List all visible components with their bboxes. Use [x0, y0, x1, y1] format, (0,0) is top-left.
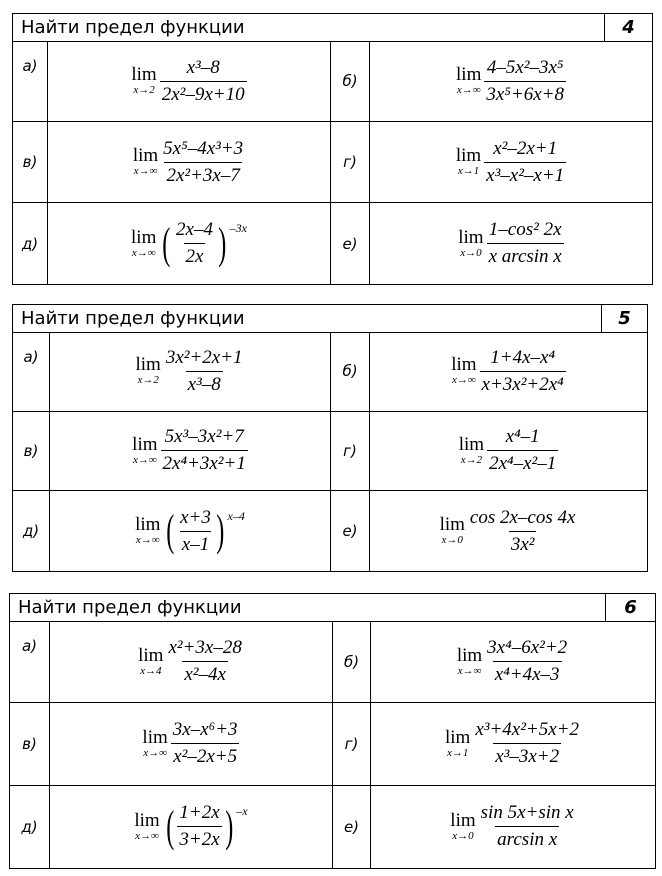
problem-grid — [13, 332, 647, 571]
limit-expression — [48, 122, 331, 202]
lim-operator: lim x→∞ — [451, 354, 477, 387]
lim-operator: lim x→2 — [458, 433, 485, 466]
limit-expression — [50, 332, 331, 411]
denominator: arcsin x — [495, 826, 559, 851]
problem-label: е) — [331, 491, 370, 571]
denominator: x³–3x+2 — [493, 743, 561, 768]
lim-subscript: x→0 — [452, 829, 474, 842]
fraction — [484, 57, 566, 106]
card-header — [13, 305, 647, 333]
fraction — [473, 719, 581, 768]
lim-operator: lim x→4 — [138, 644, 164, 677]
problem-grid — [10, 621, 655, 868]
problem-label: в) — [13, 412, 50, 491]
lim-operator: lim x→1 — [455, 145, 482, 177]
problem-label: е) — [333, 786, 371, 868]
card-number: 6 — [605, 594, 655, 621]
lim-subscript: x→2 — [137, 374, 159, 387]
lim-operator: lim x→∞ — [132, 433, 158, 466]
denominator: x⁴+4x–3 — [493, 661, 562, 686]
denominator: x arcsin x — [487, 243, 564, 268]
lim-operator: lim x→∞ — [131, 226, 157, 259]
denominator: 3+2x — [177, 826, 221, 851]
lim-subscript: x→0 — [460, 246, 482, 259]
limit-expression — [371, 703, 655, 784]
problem-label: в) — [10, 703, 50, 784]
lim-subscript: x→2 — [133, 84, 155, 96]
numerator: 3x²+2x+1 — [165, 346, 243, 368]
numerator: x³–8 — [186, 56, 220, 78]
limit-expression — [370, 412, 647, 491]
denominator: 2x⁴+3x²+1 — [161, 450, 248, 475]
left-paren: ( — [166, 801, 175, 851]
lim-operator: lim x→∞ — [456, 64, 482, 96]
denominator: 2x⁴–x²–1 — [487, 450, 558, 475]
numerator: 1–cos² 2x — [488, 219, 562, 240]
right-paren: ) — [218, 218, 227, 268]
problem-label: г) — [331, 122, 370, 202]
numerator: 5x³–3x²+7 — [164, 426, 244, 448]
denominator: x³–8 — [186, 371, 223, 396]
numerator: 1+4x–x⁴ — [490, 346, 556, 368]
problem-label: б) — [333, 621, 371, 702]
problem-label: е) — [331, 203, 370, 284]
card-title: Найти предел функции — [18, 597, 242, 618]
numerator: cos 2x–cos 4x — [469, 506, 576, 528]
card-title: Найти предел функции — [21, 308, 245, 329]
fraction — [468, 507, 578, 556]
lim-operator: lim x→∞ — [135, 514, 161, 547]
lim-operator: lim x→∞ — [456, 644, 483, 677]
limit-expression — [48, 203, 331, 284]
lim-subscript: x→∞ — [131, 246, 156, 259]
numerator: 3x–x⁶+3 — [172, 719, 238, 741]
numerator: 5x⁵–4x³+3 — [163, 137, 244, 159]
problem-row — [13, 41, 652, 122]
limit-expression — [370, 41, 652, 121]
denominator: x²–4x — [182, 661, 228, 686]
denominator: 2x²+3x–7 — [164, 162, 241, 187]
lim-operator: lim x→2 — [135, 354, 161, 387]
exponent: –3x — [229, 221, 247, 235]
lim-operator: lim x→0 — [439, 514, 465, 547]
lim-operator: lim x→0 — [458, 226, 484, 259]
denominator: 3x² — [509, 531, 537, 556]
lim-subscript: x→∞ — [143, 746, 167, 759]
numerator: x²+3x–28 — [168, 637, 242, 659]
denominator: x+3x²+2x⁴ — [480, 371, 566, 396]
problem-label: в) — [13, 122, 48, 202]
fraction — [487, 219, 564, 268]
exponent: –x — [236, 804, 248, 819]
fraction — [174, 219, 215, 268]
problem-label: г) — [333, 703, 371, 784]
lim-subscript: x→∞ — [132, 453, 157, 466]
problem-label: а) — [13, 41, 48, 121]
problem-row — [10, 703, 655, 785]
task-card-6 — [9, 593, 656, 869]
limit-expression — [370, 122, 652, 202]
fraction — [487, 426, 558, 475]
task-card-5 — [12, 304, 648, 572]
problem-row — [10, 621, 655, 703]
card-title: Найти предел функции — [21, 17, 245, 38]
limit-expression — [50, 491, 331, 571]
problem-label: г) — [331, 412, 370, 491]
card-number: 4 — [604, 14, 652, 41]
problem-label: а) — [10, 621, 50, 702]
limit-expression — [48, 41, 331, 121]
lim-subscript: x→∞ — [135, 829, 159, 842]
lim-operator: lim x→∞ — [134, 809, 160, 842]
lim-operator: lim x→∞ — [132, 145, 159, 177]
fraction — [178, 507, 213, 556]
limit-expression — [50, 621, 333, 702]
denominator: 2x²–9x+10 — [160, 81, 247, 106]
fraction — [485, 637, 569, 686]
fraction — [171, 719, 240, 768]
fraction — [164, 347, 245, 396]
fraction — [479, 802, 576, 851]
lim-subscript: x→∞ — [135, 534, 160, 547]
problem-label: д) — [10, 786, 50, 868]
denominator: x³–x²–x+1 — [484, 162, 566, 187]
limit-expression — [50, 786, 333, 868]
limit-expression — [370, 332, 647, 411]
limit-expression — [50, 412, 331, 491]
denominator: 2x — [184, 243, 206, 268]
lim-operator: lim x→∞ — [142, 726, 168, 759]
lim-subscript: x→4 — [140, 664, 162, 677]
denominator: x²–2x+5 — [171, 743, 239, 768]
limit-expression — [50, 703, 333, 784]
fraction — [161, 426, 248, 475]
lim-subscript: x→∞ — [452, 374, 476, 387]
lim-subscript: x→∞ — [456, 84, 481, 96]
limit-expression — [371, 786, 655, 868]
problem-row — [13, 491, 647, 571]
lim-subscript: x→∞ — [457, 664, 482, 677]
problem-row — [13, 412, 647, 492]
fraction — [160, 57, 247, 106]
right-paren: ) — [224, 801, 233, 851]
left-paren: ( — [162, 218, 171, 268]
card-number: 5 — [601, 305, 647, 332]
fraction — [161, 138, 245, 187]
lim-operator: lim x→1 — [445, 726, 471, 759]
card-header — [10, 594, 655, 622]
problem-row — [10, 786, 655, 868]
limit-expression — [370, 203, 652, 284]
problem-row — [13, 332, 647, 412]
fraction — [480, 347, 566, 396]
numerator: sin 5x+sin x — [480, 802, 574, 824]
numerator: 4–5x²–3x⁵ — [486, 56, 564, 78]
left-paren: ( — [166, 506, 175, 556]
fraction — [484, 138, 566, 187]
problem-row — [13, 203, 652, 284]
problem-label: б) — [331, 41, 370, 121]
lim-subscript: x→1 — [446, 746, 469, 759]
lim-subscript: x→0 — [441, 534, 463, 547]
problem-label: б) — [331, 332, 370, 411]
fraction — [177, 802, 221, 851]
problem-grid — [13, 41, 652, 284]
numerator: x⁴–1 — [505, 426, 540, 448]
limit-expression — [370, 491, 647, 571]
problem-row — [13, 122, 652, 203]
numerator: x+3 — [180, 506, 211, 528]
card-header — [13, 14, 652, 42]
numerator: x³+4x²+5x+2 — [475, 719, 579, 741]
numerator: 1+2x — [179, 802, 220, 824]
problem-label: д) — [13, 491, 50, 571]
lim-subscript: x→2 — [460, 453, 483, 466]
lim-subscript: x→∞ — [133, 165, 158, 177]
lim-operator: lim x→0 — [450, 809, 476, 842]
limit-expression — [371, 621, 655, 702]
right-paren: ) — [216, 506, 225, 556]
numerator: x²–2x+1 — [493, 137, 558, 159]
numerator: 2x–4 — [176, 219, 213, 240]
problem-label: д) — [13, 203, 48, 284]
lim-subscript: x→1 — [457, 165, 480, 177]
exponent: x–4 — [227, 508, 245, 523]
problem-label: а) — [13, 332, 50, 411]
fraction — [166, 637, 243, 686]
task-card-4 — [12, 13, 653, 285]
lim-operator: lim x→2 — [131, 64, 157, 96]
numerator: 3x⁴–6x²+2 — [487, 637, 568, 659]
denominator: 3x⁵+6x+8 — [484, 81, 566, 106]
denominator: x–1 — [180, 531, 211, 556]
